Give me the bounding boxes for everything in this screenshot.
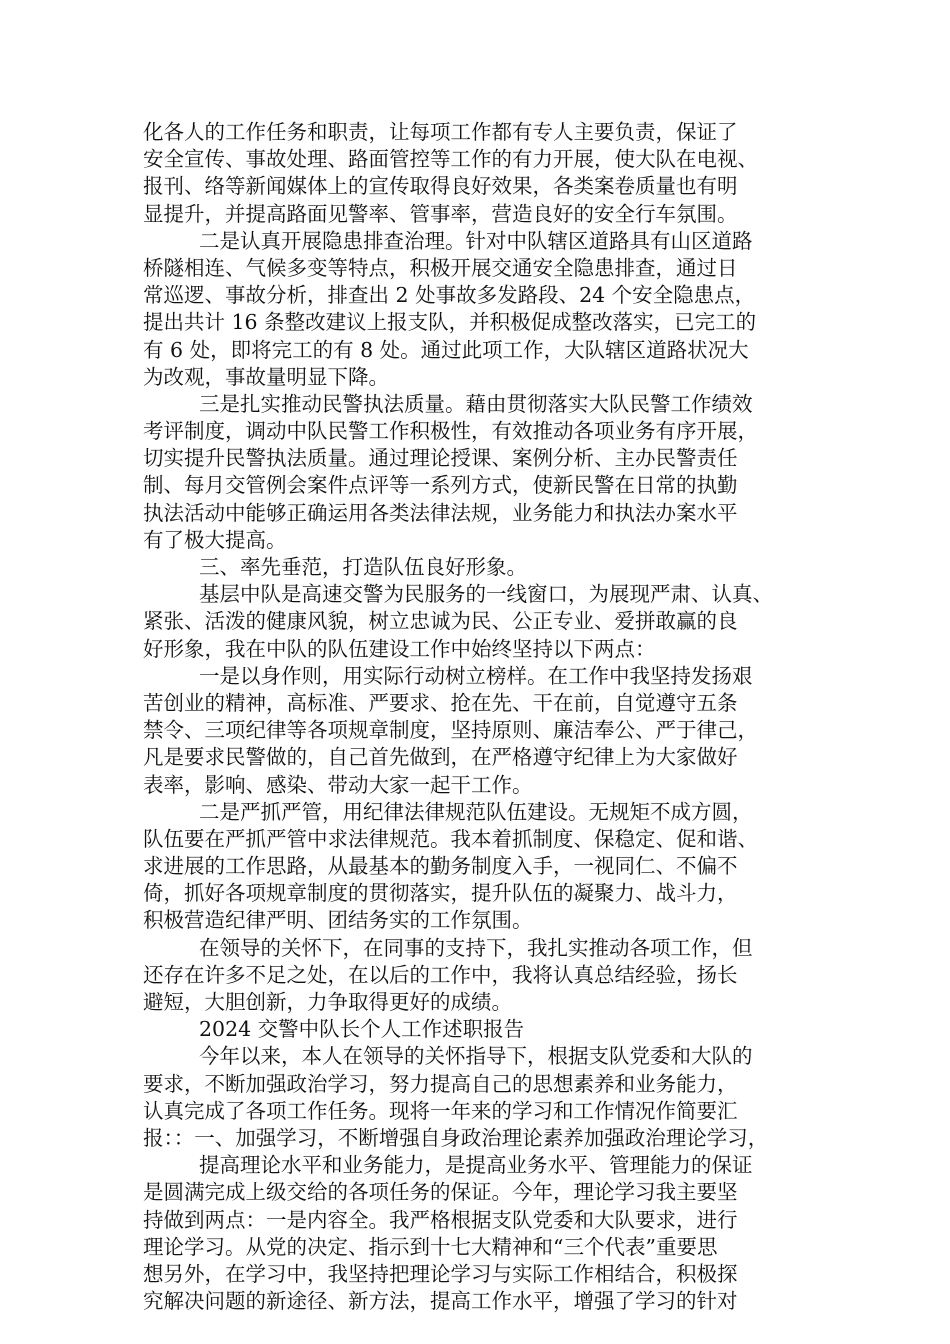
text-line: 想另外，在学习中，我坚持把理论学习与实际工作相结合，积极探 [143,1261,738,1286]
text-line: 理论学习。从党的决定、指示到十七大精神和“三个代表”重要思 [143,1234,718,1259]
text-line: 队伍要在严抓严管中求法律规范。我本着抓制度、保稳定、促和谐、 [143,826,758,851]
text-line: 求进展的工作思路，从最基本的勤务制度入手，一视同仁、不偏不 [143,854,738,879]
text-line: 基层中队是高速交警为民服务的一线窗口，为展现严肃、认真、 [199,582,773,607]
text-line: 究解决问题的新途径、新方法，提高工作水平，增强了学习的针对 [143,1289,738,1314]
text-line: 持做到两点：一是内容全。我严格根据支队党委和大队要求，进行 [143,1207,738,1232]
text-line: 今年以来，本人在领导的关怀指导下，根据支队党委和大队的 [199,1044,753,1069]
text-line: 有了极大提高。 [143,527,287,552]
text-line: 在领导的关怀下，在同事的支持下，我扎实推动各项工作，但 [199,935,753,960]
text-line: 避短，大胆创新，力争取得更好的成绩。 [143,990,512,1014]
text-line: 要求，不断加强政治学习，努力提高自己的思想素养和业务能力， [143,1071,738,1096]
text-line: 一是以身作则，用实际行动树立榜样。在工作中我坚持发扬艰 [199,663,753,688]
text-line: 显提升，并提高路面见警率、管事率，营造良好的安全行车氛围。 [143,201,738,226]
text-line: 为改观，事故量明显下降。 [143,364,389,389]
text-line: 二是严抓严管，用纪律法律规范队伍建设。无规矩不成方圆， [199,799,753,824]
text-line: 好形象，我在中队的队伍建设工作中始终坚持以下两点： [143,636,656,661]
text-line: 凡是要求民警做的，自己首先做到，在严格遵守纪律上为大家做好 [143,745,738,770]
text-line: 倚，抓好各项规章制度的贯彻落实，提升队伍的凝聚力、战斗力， [143,881,738,906]
text-line: 制、每月交管例会案件点评等一系列方式，使新民警在日常的执勤 [143,473,738,498]
text-line: 报：：一、加强学习，不断增强自身政治理论素养加强政治理论学习， [143,1125,769,1150]
text-line: 认真完成了各项工作任务。现将一年来的学习和工作情况作简要汇 [143,1098,738,1123]
document-body [143,119,827,1315]
text-line: 积极营造纪律严明、团结务实的工作氛围。 [143,908,533,933]
text-line: 表率，影响、感染、带动大家一起干工作。 [143,772,533,797]
text-line: 是圆满完成上级交给的各项任务的保证。今年，理论学习我主要坚 [143,1180,738,1205]
text-line: 有 6 处，即将完工的有 8 处。通过此项工作，大队辖区道路状况大 [143,337,749,362]
text-line: 苦创业的精神，高标准、严要求、抢在先、干在前，自觉遵守五条 [143,690,738,715]
text-line: 切实提升民警执法质量。通过理论授课、案例分析、主办民警责任 [143,446,738,471]
text-line: 还存在许多不足之处，在以后的工作中，我将认真总结经验，扬长 [143,962,738,987]
text-line: 化各人的工作任务和职责，让每项工作都有专人主要负责，保证了 [143,120,738,144]
text-line: 2024 交警中队长个人工作述职报告 [199,1017,525,1042]
text-line: 桥隧相连、气候多变等特点，积极开展交通安全隐患排查，通过日 [143,255,738,280]
text-line: 考评制度，调动中队民警工作积极性，有效推动各项业务有序开展， [143,419,758,444]
text-line: 常巡逻、事故分析，排查出 2 处事故多发路段、24 个安全隐患点， [143,283,756,308]
text-line: 提高理论水平和业务能力，是提高业务水平、管理能力的保证 [199,1153,753,1178]
text-line: 执法活动中能够正确运用各类法律法规，业务能力和执法办案水平 [143,500,738,525]
text-line: 二是认真开展隐患排查治理。针对中队辖区道路具有山区道路 [199,228,753,253]
text-line: 报刊、络等新闻媒体上的宣传取得良好效果，各类案卷质量也有明 [143,174,738,199]
text-line: 安全宣传、事故处理、路面管控等工作的有力开展，使大队在电视、 [143,147,758,172]
text-line: 紧张、活泼的健康风貌，树立忠诚为民、公正专业、爱拼敢赢的良 [143,609,738,634]
text-line: 三、率先垂范，打造队伍良好形象。 [199,555,527,579]
text-line: 三是扎实推动民警执法质量。藉由贯彻落实大队民警工作绩效 [199,391,753,416]
text-line: 禁令、三项纪律等各项规章制度，坚持原则、廉洁奉公、严于律己， [143,718,758,743]
text-line: 提出共计 16 条整改建议上报支队，并积极促成整改落实，已完工的 [143,310,757,335]
